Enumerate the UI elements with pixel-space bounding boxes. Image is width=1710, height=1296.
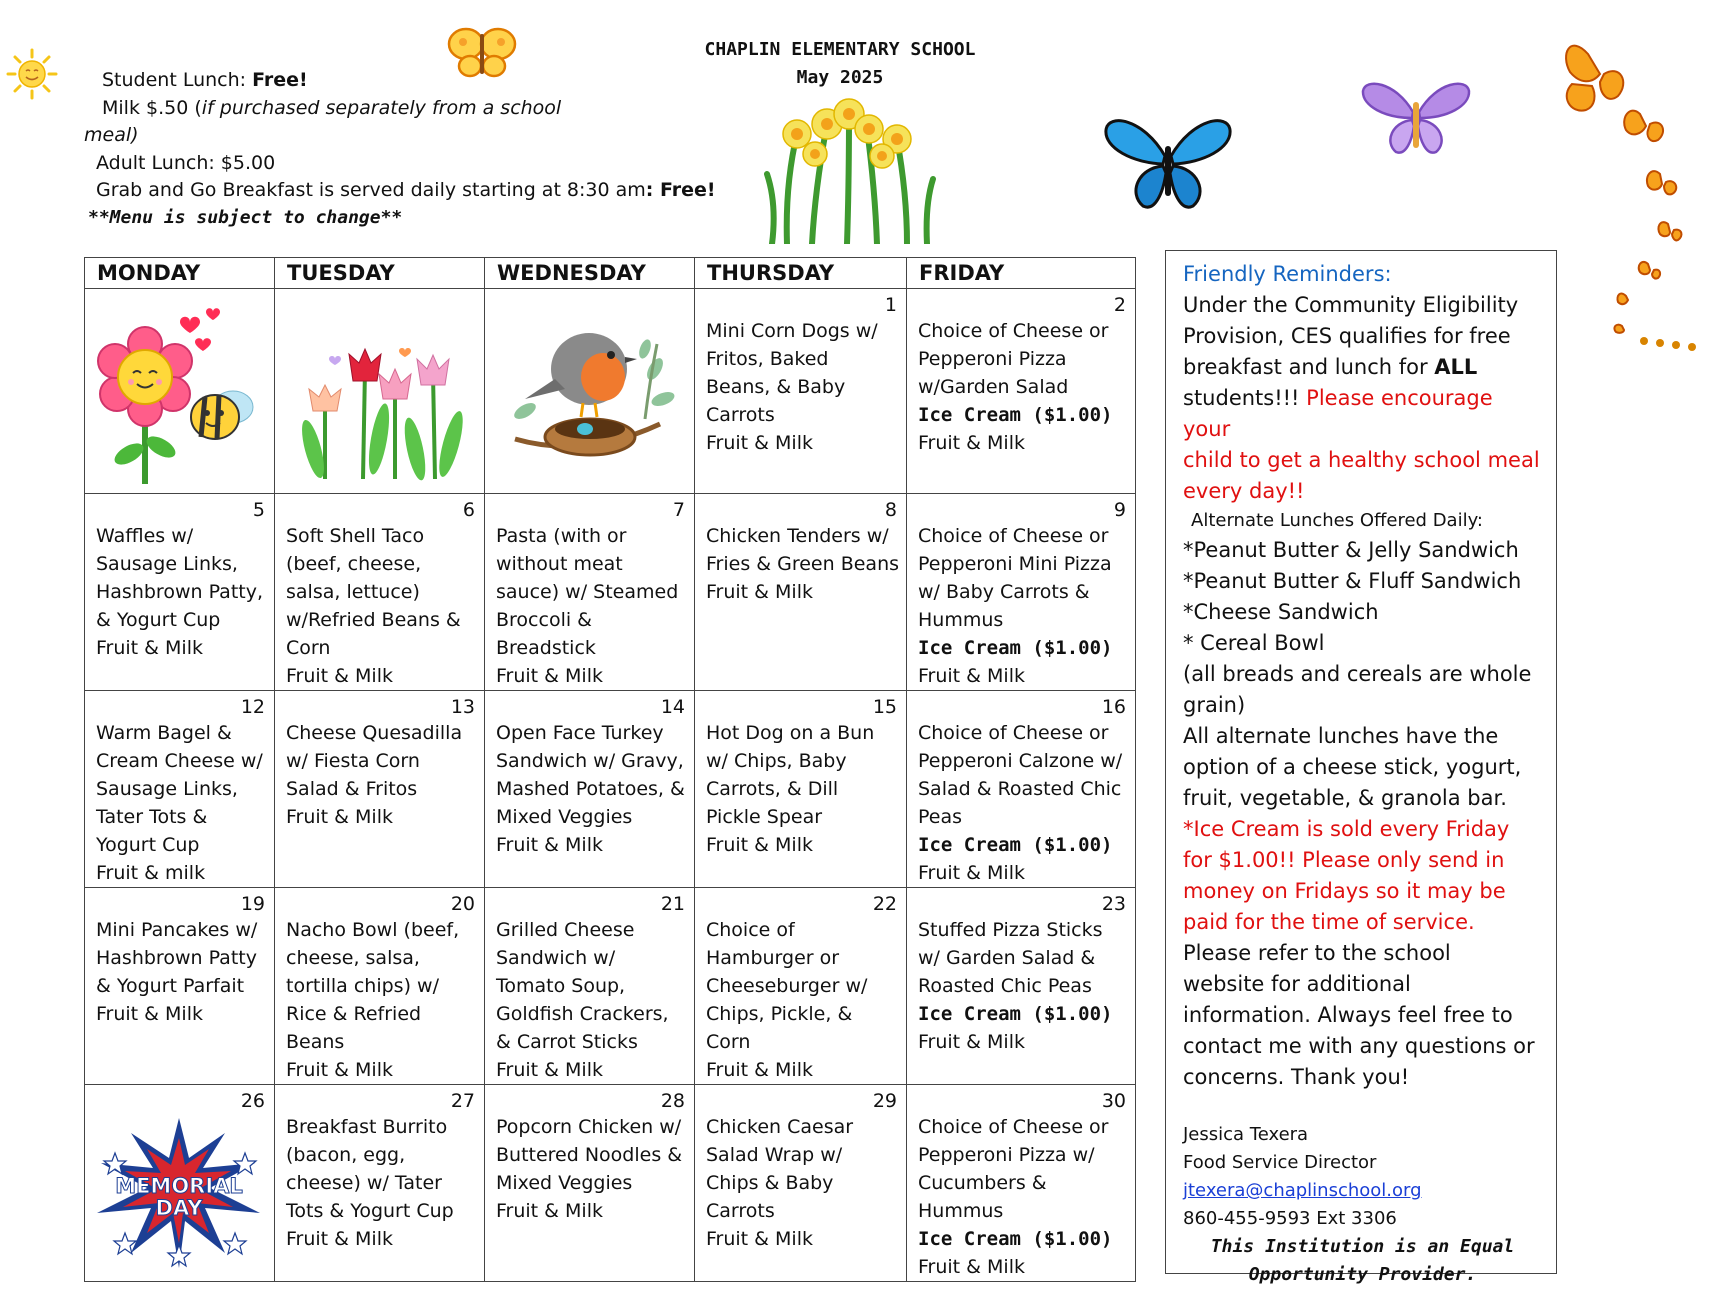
meal-description: Cheese Quesadilla w/ Fiesta Corn Salad & Fritos (286, 722, 463, 800)
header-friday: FRIDAY (907, 258, 1136, 289)
sun-icon (6, 48, 58, 100)
ice-cream-note-4: paid for the time of service. (1183, 910, 1475, 934)
menu-calendar (84, 257, 1136, 1282)
meal-description: Mini Pancakes w/ Hashbrown Patty & Yogurt Parfait (96, 919, 258, 997)
day-cell (485, 888, 695, 1085)
day-number: 12 (240, 696, 265, 718)
fruit-milk: Fruit & Milk (496, 1200, 603, 1222)
director-role: Food Service Director (1183, 1152, 1377, 1173)
day-number: 19 (240, 893, 265, 915)
refer-note-3: information. Always feel free to (1183, 1003, 1513, 1027)
daffodils-image (757, 94, 939, 244)
fruit-milk: Fruit & Milk (918, 1256, 1025, 1278)
day-number: 5 (252, 499, 265, 521)
tulips-image (275, 289, 483, 489)
meal-description: Chicken Caesar Salad Wrap w/ Chips & Baby Carrots (706, 1116, 854, 1222)
week-row (85, 691, 1136, 888)
meal-description: Nacho Bowl (beef, cheese, salsa, tortilla chips) w/ Rice & Refried Beans (286, 919, 460, 1053)
day-cell (907, 1085, 1136, 1282)
alt-lunch-item: * Cereal Bowl (1183, 631, 1325, 655)
meal-description: Choice of Cheese or Pepperoni Calzone w/ Salad & Roasted Chic Peas (918, 722, 1123, 828)
day-cell (275, 1085, 485, 1282)
day-number: 28 (660, 1090, 685, 1112)
meal-description: Choice of Cheese or Pepperoni Pizza w/ Cucumbers & Hummus (918, 1116, 1109, 1222)
meal-description: Stuffed Pizza Sticks w/ Garden Salad & Roasted Chic Peas (918, 919, 1103, 997)
day-cell (275, 888, 485, 1085)
reminder-all: ALL (1434, 355, 1478, 379)
day-cell (907, 289, 1136, 494)
fruit-milk: Fruit & Milk (286, 806, 393, 828)
breakfast-line (96, 176, 716, 204)
day-number: 15 (872, 696, 897, 718)
header-wednesday: WEDNESDAY (485, 258, 695, 289)
fruit-milk: Fruit & Milk (918, 665, 1025, 687)
meal-description: Waffles w/ Sausage Links, Hashbrown Patty, & Yogurt Cup (96, 525, 264, 631)
fruit-milk: Fruit & Milk (918, 862, 1025, 884)
header-thursday: THURSDAY (695, 258, 907, 289)
breakfast-value: : Free! (645, 179, 716, 201)
day-cell (907, 888, 1136, 1085)
alt-lunch-item: *Cheese Sandwich (1183, 600, 1379, 624)
option-note-1: All alternate lunches have the (1183, 724, 1499, 748)
day-number: 23 (1101, 893, 1126, 915)
day-number: 27 (450, 1090, 475, 1112)
grain-note-2: grain) (1183, 693, 1246, 717)
day-number: 8 (884, 499, 897, 521)
refer-note-2: website for additional (1183, 972, 1411, 996)
purple-butterfly-icon (1360, 76, 1472, 158)
week-row (85, 1085, 1136, 1282)
day-cell (485, 691, 695, 888)
fruit-milk: Fruit & Milk (286, 665, 393, 687)
day-cell (695, 691, 907, 888)
fruit-milk: Fruit & Milk (496, 834, 603, 856)
day-number: 29 (872, 1090, 897, 1112)
equal-opportunity-2: Opportunity Provider. (1248, 1264, 1477, 1285)
director-name: Jessica Texera (1183, 1124, 1309, 1145)
fruit-milk: Fruit & Milk (496, 665, 603, 687)
day-cell (907, 494, 1136, 691)
day-cell (695, 1085, 907, 1282)
blue-butterfly-icon (1103, 108, 1233, 214)
meal-description: Choice of Cheese or Pepperoni Pizza w/Garden Salad (918, 320, 1109, 398)
fruit-milk: Fruit & Milk (706, 432, 813, 454)
milk-label: Milk $.50 ( (102, 97, 202, 119)
adult-lunch: Adult Lunch: $5.00 (96, 152, 276, 174)
ice-cream-note-2: for $1.00!! Please only send in (1183, 848, 1505, 872)
grain-note-1: (all breads and cereals are whole (1183, 662, 1532, 686)
butterfly-trail-icon (1560, 34, 1710, 364)
refer-note-4: contact me with any questions or (1183, 1034, 1535, 1058)
meal-description: Warm Bagel & Cream Cheese w/ Sausage Links, Tater Tots & Yogurt Cup (96, 722, 263, 856)
day-cell (275, 289, 485, 494)
menu-disclaimer: **Menu is subject to change** (88, 207, 403, 228)
fruit-milk: Fruit & Milk (96, 1003, 203, 1025)
day-number: 7 (672, 499, 685, 521)
meal-description: Mini Corn Dogs w/ Fritos, Baked Beans, & Baby Carrots (706, 320, 878, 426)
day-cell (695, 289, 907, 494)
reminder-intro-2: Provision, CES qualifies for free (1183, 324, 1511, 348)
reminder-encourage-2: child to get a healthy school meal (1183, 448, 1540, 472)
day-cell (485, 1085, 695, 1282)
day-number: 20 (450, 893, 475, 915)
reminder-intro-4 (1183, 383, 1542, 445)
alt-lunch-item: *Peanut Butter & Jelly Sandwich (1183, 538, 1519, 562)
ice-cream-note: Ice Cream ($1.00) (918, 637, 1113, 659)
school-title: CHAPLIN ELEMENTARY SCHOOL (704, 39, 976, 60)
refer-note-5: concerns. Thank you! (1183, 1065, 1410, 1089)
ice-cream-note: Ice Cream ($1.00) (918, 404, 1113, 426)
month-title: May 2025 (796, 67, 884, 88)
day-number: 9 (1113, 499, 1126, 521)
day-number: 6 (462, 499, 475, 521)
day-cell (85, 888, 275, 1085)
reminder-intro-3-text: breakfast and lunch for (1183, 355, 1435, 379)
milk-line (102, 94, 561, 122)
memorial-badge-text-2: DAY (155, 1196, 203, 1220)
reminder-intro-3 (1183, 352, 1542, 383)
day-number: 30 (1101, 1090, 1126, 1112)
fruit-milk: Fruit & Milk (286, 1059, 393, 1081)
option-note-2: option of a cheese stick, yogurt, (1183, 755, 1522, 779)
milk-note-cont: meal) (84, 124, 139, 146)
student-lunch-value: Free! (252, 69, 308, 91)
day-number: 13 (450, 696, 475, 718)
orange-butterfly-icon (447, 24, 517, 80)
meal-description: Choice of Cheese or Pepperoni Mini Pizza w/ Baby Carrots & Hummus (918, 525, 1112, 631)
student-lunch-line (102, 66, 308, 94)
header-tuesday: TUESDAY (275, 258, 485, 289)
day-number: 2 (1113, 294, 1126, 316)
ice-cream-note: Ice Cream ($1.00) (918, 1228, 1113, 1250)
memorial-day-image (85, 1113, 273, 1273)
day-cell (907, 691, 1136, 888)
fruit-milk: Fruit & milk (96, 862, 206, 884)
fruit-milk: Fruit & Milk (706, 1228, 813, 1250)
robin-nest-image (485, 289, 693, 489)
meal-description: Grilled Cheese Sandwich w/ Tomato Soup, Goldfish Crackers, & Carrot Sticks (496, 919, 669, 1053)
fruit-milk: Fruit & Milk (918, 1031, 1025, 1053)
breakfast-label: Grab and Go Breakfast is served daily starting at 8:30 am (96, 179, 646, 201)
weekday-header-row (85, 258, 1136, 289)
day-cell (85, 691, 275, 888)
reminder-students: students!!! (1183, 386, 1307, 410)
director-phone: 860-455-9593 Ext 3306 (1183, 1208, 1397, 1229)
week-row (85, 494, 1136, 691)
week-row (85, 289, 1136, 494)
week-row (85, 888, 1136, 1085)
reminder-intro-1: Under the Community Eligibility (1183, 293, 1519, 317)
day-cell (85, 494, 275, 691)
day-number: 26 (240, 1090, 265, 1112)
memorial-badge-text-1: MEMORIAL (115, 1174, 243, 1198)
ice-cream-note: Ice Cream ($1.00) (918, 1003, 1113, 1025)
reminders-panel (1165, 250, 1557, 1285)
reminder-encourage-3: every day!! (1183, 479, 1305, 503)
alt-lunches-heading: Alternate Lunches Offered Daily: (1191, 510, 1483, 531)
meal-description: Hot Dog on a Bun w/ Chips, Baby Carrots, & Dill Pickle Spear (706, 722, 875, 828)
fruit-milk: Fruit & Milk (918, 432, 1025, 454)
day-cell (695, 494, 907, 691)
fruit-milk: Fruit & Milk (96, 637, 203, 659)
student-lunch-label: Student Lunch: (102, 69, 253, 91)
ice-cream-note-3: money on Fridays so it may be (1183, 879, 1506, 903)
flower-and-bee-image (85, 289, 273, 489)
refer-note-1: Please refer to the school (1183, 941, 1451, 965)
meal-description: Chicken Tenders w/ Fries & Green Beans (706, 525, 900, 575)
day-number: 22 (872, 893, 897, 915)
milk-note: if purchased separately from a school (201, 97, 562, 119)
fruit-milk: Fruit & Milk (706, 581, 813, 603)
day-cell (695, 888, 907, 1085)
meal-description: Choice of Hamburger or Cheeseburger w/ Chips, Pickle, & Corn (706, 919, 868, 1053)
day-number: 16 (1101, 696, 1126, 718)
day-number: 21 (660, 893, 685, 915)
meal-description: Popcorn Chicken w/ Buttered Noodles & Mixed Veggies (496, 1116, 683, 1194)
meal-description: Open Face Turkey Sandwich w/ Gravy, Mashed Potatoes, & Mixed Veggies (496, 722, 685, 828)
director-email-link[interactable]: jtexera@chaplinschool.org (1183, 1180, 1422, 1201)
day-cell (85, 1085, 275, 1282)
fruit-milk: Fruit & Milk (286, 1228, 393, 1250)
day-number: 1 (884, 294, 897, 316)
day-number: 14 (660, 696, 685, 718)
header-monday: MONDAY (85, 258, 275, 289)
day-cell (485, 494, 695, 691)
option-note-3: fruit, vegetable, & granola bar. (1183, 786, 1507, 810)
reminders-heading: Friendly Reminders: (1183, 262, 1392, 286)
reminder-encourage-1: Please encourage your (1183, 386, 1493, 441)
ice-cream-note-1: *Ice Cream is sold every Friday (1183, 817, 1510, 841)
day-cell (485, 289, 695, 494)
alt-lunch-item: *Peanut Butter & Fluff Sandwich (1183, 569, 1522, 593)
meal-description: Breakfast Burrito (bacon, egg, cheese) w/ Tater Tots & Yogurt Cup (286, 1116, 454, 1222)
meal-description: Soft Shell Taco (beef, cheese, salsa, lettuce) w/Refried Beans & Corn (286, 525, 461, 659)
ice-cream-note: Ice Cream ($1.00) (918, 834, 1113, 856)
equal-opportunity-1: This Institution is an Equal (1210, 1236, 1515, 1257)
fruit-milk: Fruit & Milk (706, 834, 813, 856)
meal-description: Pasta (with or without meat sauce) w/ Steamed Broccoli & Breadstick (496, 525, 679, 659)
fruit-milk: Fruit & Milk (706, 1059, 813, 1081)
fruit-milk: Fruit & Milk (496, 1059, 603, 1081)
day-cell (85, 289, 275, 494)
day-cell (275, 494, 485, 691)
day-cell (275, 691, 485, 888)
